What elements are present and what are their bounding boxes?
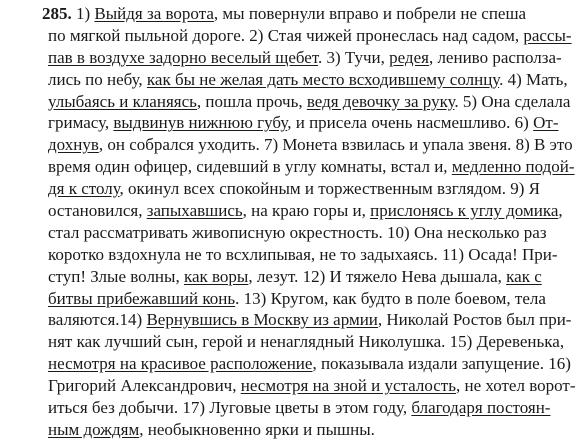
text-line: [48, 156, 575, 178]
text-segment: , и присела очень насмешливо. 6): [287, 113, 534, 133]
underlined-phrase: пав в воздухе задорно веселый щебет: [48, 47, 318, 67]
text-segment: , окинул всех спокойным и торжественным взглядом. 9) Я: [119, 179, 541, 199]
underlined-phrase: улыбаясь и кланяясь: [48, 91, 197, 111]
text-segment: остановился,: [48, 201, 147, 221]
text-segment: , необыкновенно ярки и пышны.: [139, 419, 375, 439]
line-content: [48, 26, 572, 45]
text-segment: . 4) Мать,: [499, 69, 568, 89]
text-line: [48, 397, 551, 419]
line-content: [48, 157, 575, 176]
underlined-phrase: рассы-: [523, 25, 572, 45]
line-content: [48, 245, 558, 264]
underlined-phrase: битвы прибежавший конь: [48, 288, 236, 308]
underlined-phrase: медленно подой-: [451, 157, 575, 177]
underlined-phrase: запыхавшись: [146, 201, 243, 221]
line-content: [48, 376, 576, 395]
text-line: [48, 69, 568, 91]
underlined-phrase: редея: [389, 47, 429, 67]
line-content: [48, 48, 562, 67]
text-segment: ступ! Злые волны,: [48, 266, 184, 286]
text-line: [48, 331, 565, 353]
text-segment: , показывала издали запущение. 16): [312, 354, 571, 374]
text-line: [48, 178, 540, 200]
underlined-phrase: ным дождям: [48, 419, 140, 439]
line-content: [48, 310, 571, 329]
text-segment: Григорий Александрович,: [48, 376, 241, 396]
text-segment: иться без добычи. 17) Луговые цветы в этом году,: [48, 398, 412, 418]
text-segment: время один офицер, сидевший в углу комнаты, встал и,: [48, 157, 452, 177]
line-content: [48, 113, 558, 132]
underlined-phrase: несмотря на зной и усталость: [240, 376, 456, 396]
line-content: [48, 354, 571, 373]
text-segment: гримасу,: [48, 113, 114, 133]
text-line: [48, 244, 558, 266]
text-line: [48, 222, 547, 244]
text-segment: 1): [76, 4, 95, 23]
text-segment: , мы повернули вправо и побрели не спеша: [213, 4, 527, 23]
line-content: [76, 4, 526, 23]
line-content: [48, 398, 550, 417]
text-line: [48, 112, 559, 134]
text-segment: валяются.14): [48, 310, 147, 330]
line-content: [48, 420, 375, 439]
underlined-phrase: ведя девочку за руку: [306, 91, 455, 111]
text-line: [48, 375, 576, 397]
text-line: [48, 309, 572, 331]
text-line: [48, 266, 540, 288]
underlined-phrase: выдвинув нижнюю губу: [113, 113, 288, 133]
text-segment: , он собрался уходить. 7) Монета взвилась и упала звеня. 8) В это: [98, 135, 573, 155]
text-segment: . 5) Она сделала: [454, 91, 571, 111]
line-content: [48, 70, 568, 89]
text-segment: , на краю горы и,: [242, 201, 371, 221]
text-segment: , не хотел ворот-: [455, 376, 576, 396]
underlined-phrase: как воры: [183, 266, 249, 286]
text-segment: . 3) Тучи,: [318, 47, 390, 67]
text-line: [48, 200, 563, 222]
line-content: [48, 201, 563, 220]
underlined-phrase: дя к столу: [48, 179, 120, 199]
text-segment: , лениво располза-: [428, 47, 562, 67]
line-content: [48, 92, 570, 111]
line-content: [48, 267, 542, 286]
text-segment: коротко вздохнула не то всхлипывая, не то задыхаясь. 11) Осада! При-: [48, 244, 558, 264]
text-segment: , лезут. 12) И тяжело Нева дышала,: [248, 266, 507, 286]
exercise-number: 285.: [42, 4, 72, 23]
underlined-phrase: благодаря постоян-: [411, 398, 551, 418]
text-segment: стал рассматривать живописную окрестность. 10) Она несколько раз: [48, 222, 547, 242]
text-line: [48, 47, 562, 69]
text-segment: . 13) Кругом, как будто в поле боевом, тела: [235, 288, 546, 308]
text-line: [48, 134, 573, 156]
line-content: [48, 289, 546, 308]
line-content: [48, 332, 564, 351]
text-segment: лись по небу,: [48, 69, 147, 89]
underlined-phrase: как бы не желая дать место всходившему солнцу: [146, 69, 500, 89]
text-segment: , Николай Ростов был при-: [377, 310, 572, 330]
underlined-phrase: Выйдя за ворота: [94, 4, 214, 23]
text-line: [48, 91, 571, 113]
text-line: [42, 3, 540, 25]
text-segment: ,: [558, 201, 563, 221]
text-segment: нят как лучший сын, герой и ненаглядный Николушка. 15) Деревенька,: [48, 332, 565, 352]
underlined-phrase: Вернувшись в Москву из армии: [146, 310, 378, 330]
line-content: [48, 135, 573, 154]
text-line: [48, 25, 572, 47]
line-content: [48, 179, 540, 198]
underlined-phrase: несмотря на красивое расположение: [48, 354, 313, 374]
underlined-phrase: прислонясь к углу домика: [370, 201, 559, 221]
underlined-phrase: От-: [533, 113, 559, 133]
line-content: [48, 223, 547, 242]
underlined-phrase: как с: [506, 266, 542, 286]
text-segment: , пошла прочь,: [196, 91, 307, 111]
underlined-phrase: дохнув: [48, 135, 99, 155]
text-segment: по мягкой пыльной дороге. 2) Стая чижей пронеслась над садом,: [48, 25, 524, 45]
text-line: [48, 419, 540, 441]
text-line: [48, 288, 546, 310]
text-line: [48, 353, 571, 375]
